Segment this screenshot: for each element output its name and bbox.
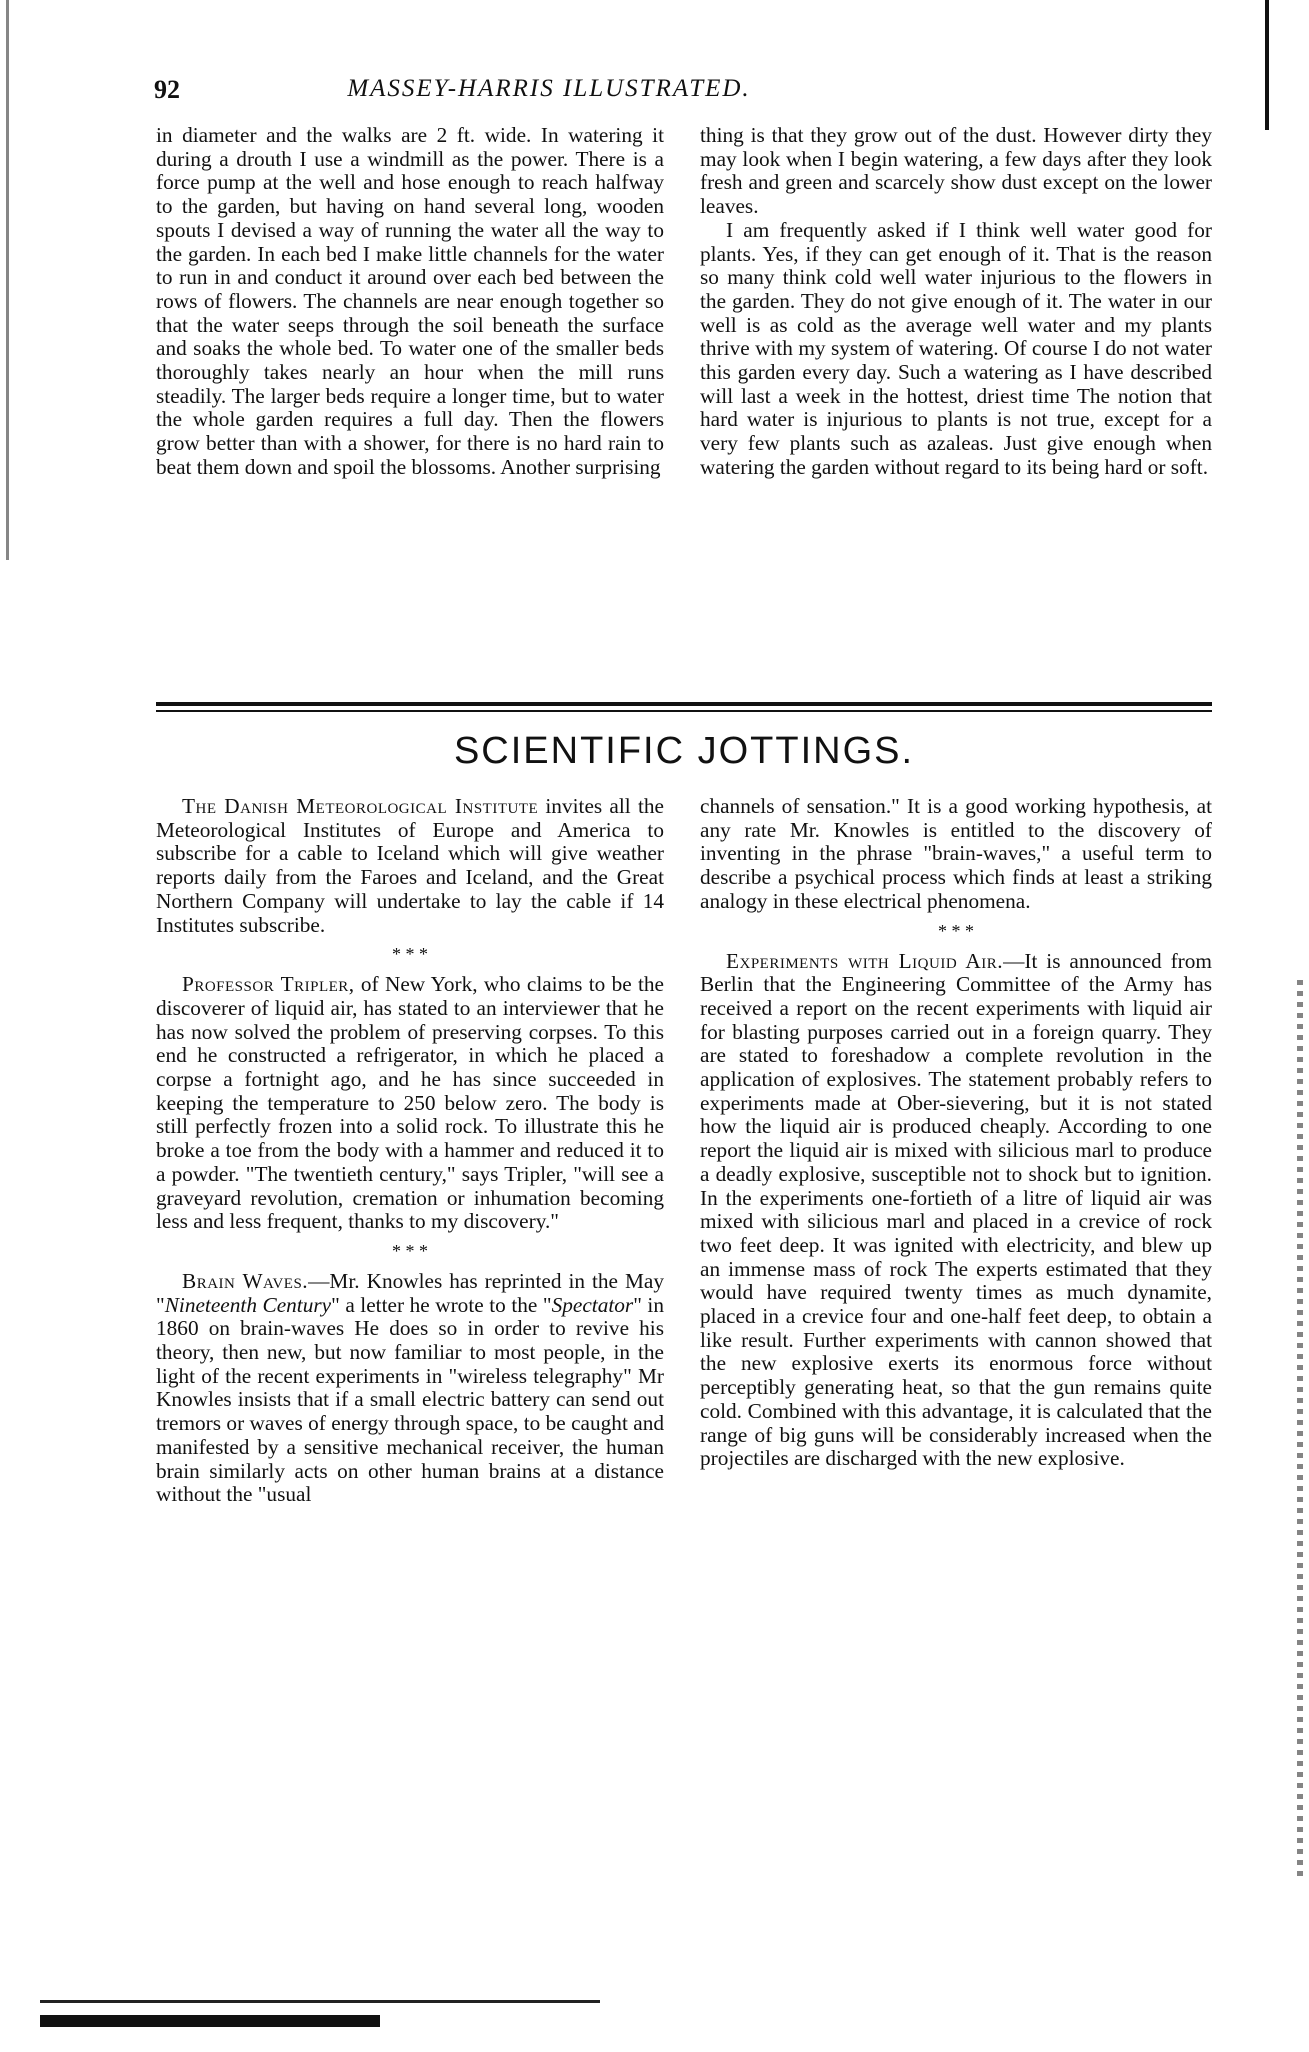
footer-rule-thin (40, 2000, 600, 2003)
scan-edge-right (1265, 0, 1269, 130)
top-left-column (156, 124, 664, 689)
article-brain-body-2: " a letter he wrote to the " (331, 1292, 552, 1317)
section-title: SCIENTIFIC JOTTINGS. (453, 730, 915, 772)
article-tripler-lead: Professor Tripler, (182, 972, 355, 997)
article-danish (156, 795, 664, 937)
garden-text-left: in diameter and the walks are 2 ft. wide. In watering it during a drouth I use a windmill as the power. There is a force pump at the well and hose enough to reach halfway to the garden, but having on hand several long, wooden spouts I devised a way of running the water all the way to the garden. In each bed I make little channels for the water to run in and conduct it around over each bed between the rows of flowers. The channels are near enough together so that the water seeps through the soil beneath the surface and soaks the whole bed. To water one of the smaller beds thoroughly takes nearly an hour when the mill runs steadily. The larger beds require a longer time, but to water the whole garden requires a full day. Then the flowers grow better than with a shower, for there is no hard rain to beat them down and spoil the blossoms. Another surprising (156, 123, 664, 479)
footer-rule-thick (40, 2015, 380, 2027)
scan-edge-left (6, 0, 9, 560)
article-liquid-air (700, 950, 1212, 1471)
article-brain-waves (156, 1270, 664, 1507)
section-rule-thin (156, 710, 1212, 712)
article-brain-spectator: Spectator (551, 1292, 634, 1317)
section-stars: * * * (392, 1240, 428, 1261)
article-brain-body-3: " in 1860 on brain-waves He does so in order to revive his theory, then new, but now familiar to most people, in the light of the recent experiments in "wireless telegraphy" Mr Knowles insists that if a small electric battery can send out tremors or waves of energy through space, to be caught and manifested by a sensitive mechanical receiver, the human brain similarly acts on other human brains at a distance without the "usual (156, 1292, 664, 1507)
garden-text-right-2: I am frequently asked if I think well water good for plants. Yes, if they can get enough of it. That is the reason so many think cold well water injurious to the flowers in the garden. They do not give enough of it. The water in our well is as cold as the average well water and my plants thrive with my system of watering. Of course I do not water this garden every day. Such a watering as I have described will last a week in the hottest, driest time The notion that hard water is injurious to plants is not true, except for a very few plants such as azaleas. Just give enough when watering the garden without regard to its being hard or soft. (700, 217, 1212, 479)
scan-edge-right-marks (1297, 980, 1303, 1880)
article-brain-continued: channels of sensation." It is a good working hypothesis, at any rate Mr. Knowles is entitled to the discovery of inventing in the phrase "brain-waves," a useful term to describe a psychical process which finds at least a striking analogy in these electrical phenomena. (700, 794, 1212, 913)
section-stars: * * * (938, 920, 974, 941)
page-number: 92 (154, 75, 180, 104)
article-liquid-lead: Experiments with Liquid Air. (726, 948, 1004, 973)
article-danish-body: invites all the Meteorological Institutes of Europe and America to subscribe for a cable to Iceland which will give weather reports daily from the Faroes and Iceland, and the Great Northern Company will undertake to lay the cable if 14 Institutes subscribe. (156, 794, 664, 937)
article-tripler-body: of New York, who claims to be the discoverer of liquid air, has stated to an interviewer that he has now solved the problem of preserving corpses. To this end he constructed a refrigerator, in which he placed a corpse a fortnight ago, and he has since succeeded in keeping the temperature to 250 below zero. The body is still perfectly frozen into a solid rock. To illustrate this he broke a toe from the body with a hammer and reduced it to a powder. "The twentieth century," says Tripler, "will see a graveyard revolution, cremation or inhumation becoming less and less frequent, thanks to my discovery." (156, 972, 665, 1234)
article-brain-magazine: Nineteenth Century (164, 1292, 332, 1317)
bottom-right-column (700, 795, 1212, 1975)
article-liquid-body: —It is announced from Berlin that the Engineering Committee of the Army has received a report on the recent experiments with liquid air for blasting purposes carried out in a foreign quarry. They are stated to foreshadow a complete revolution in the application of explosives. The statement probably refers to experiments made at Ober-sievering, but it is not stated how the liquid air is produced cheaply. According to one report the liquid air is mixed with silicious marl to produce a deadly explosive, susceptible not to shock but to ignition. In the experiments one-fortieth of a litre of liquid air was mixed with silicious marl and placed in a crevice of rock two feet deep. It was ignited with electricity, and blew up an immense mass of rock The experts estimated that they would have required twenty times as much dynamite, placed in a crevice four and one-half feet deep, to obtain a like result. Further experiments with cannon showed that the new explosive exerts its enormous force without perceptibly generating heat, so that the gun remains quite cold. Combined with this advantage, it is calculated that the range of big guns will be considerably increased when the projectiles are discharged with the new explosive. (700, 948, 1212, 1471)
bottom-left-column (156, 795, 664, 1975)
page-header (154, 75, 944, 105)
running-title: MASSEY-HARRIS ILLUSTRATED. (347, 75, 751, 102)
top-right-column (700, 124, 1212, 689)
garden-text-right-1: thing is that they grow out of the dust. However dirty they may look when I begin watering, a few days after they look fresh and green and scarcely show dust except on the lower leaves. (700, 123, 1212, 219)
section-stars: * * * (392, 944, 428, 965)
article-tripler (156, 973, 664, 1234)
article-danish-lead: The Danish Meteorological Institute (182, 794, 539, 818)
article-brain-lead: Brain Waves. (182, 1268, 309, 1293)
article-brain-body-1: —Mr. Knowles has reprinted in the May " (156, 1268, 664, 1317)
section-rule-thick (156, 702, 1212, 706)
